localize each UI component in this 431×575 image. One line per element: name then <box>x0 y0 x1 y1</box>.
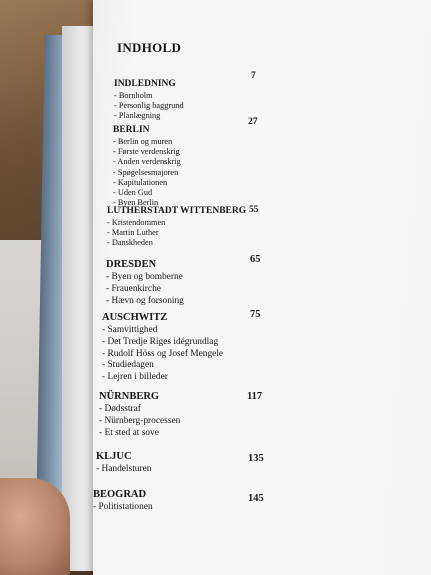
list-item: - Et sted at sove <box>99 428 399 440</box>
toc-section-kljuc <box>96 450 396 476</box>
toc-section-indledning <box>114 71 414 122</box>
list-item: - Studiedagen <box>102 360 402 372</box>
list-item: - Danskheden <box>107 238 407 248</box>
list-item: - Bornholm <box>114 91 414 101</box>
section-page-number: 145 <box>248 493 264 504</box>
section-title: BEOGRAD <box>93 489 147 500</box>
list-item: - Berlin og muren <box>113 137 413 147</box>
list-item: - Planlægning <box>114 111 414 121</box>
list-item: - Handelsturen <box>96 464 396 476</box>
list-item: - Frauenkirche <box>106 284 406 296</box>
list-item: - Personlig baggrund <box>114 101 414 111</box>
list-item: - Første verdenskrig <box>113 147 413 157</box>
section-page-number: 135 <box>248 453 264 464</box>
list-item: - Samvittighed <box>102 325 402 337</box>
toc-section-lutherstadt-wittenberg <box>107 205 407 249</box>
section-page-number: 117 <box>247 391 263 402</box>
section-page-number: 7 <box>251 71 256 81</box>
list-item: - Rudolf Höss og Josef Mengele <box>102 349 402 361</box>
subsection-list <box>102 325 402 384</box>
section-page-number: 75 <box>250 309 261 320</box>
subsection-list <box>113 137 413 208</box>
section-title: NÜRNBERG <box>99 391 160 402</box>
list-item: - Byen og bomberne <box>106 272 406 284</box>
section-title: KLJUC <box>96 451 132 462</box>
list-item: - Nürnberg-processen <box>99 416 399 428</box>
subsection-list <box>107 218 407 249</box>
section-title: DRESDEN <box>106 259 157 270</box>
list-item: - Hævn og forsoning <box>106 296 406 308</box>
section-page-number: 27 <box>248 117 258 127</box>
list-item: - Spøgelsesmajoren <box>113 168 413 178</box>
toc-section-auschwitz <box>102 311 402 384</box>
subsection-list <box>114 91 414 122</box>
toc-section-nurnberg <box>99 390 399 439</box>
page-title: INDHOLD <box>117 40 182 55</box>
list-item: - Byen Berlin <box>113 198 413 208</box>
section-title: BERLIN <box>113 125 150 135</box>
section-page-number: 65 <box>250 254 261 265</box>
subsection-list <box>96 464 396 476</box>
list-item: - Uden Gud <box>113 188 413 198</box>
subsection-list <box>106 272 406 307</box>
list-item: - Dødsstraf <box>99 404 399 416</box>
list-item: - Politistationen <box>93 502 393 514</box>
toc-section-berlin <box>113 117 413 208</box>
list-item: - Kristendommen <box>107 218 407 228</box>
section-title: LUTHERSTADT WITTENBERG <box>107 206 247 216</box>
toc-section-dresden <box>106 254 406 307</box>
section-title: AUSCHWITZ <box>102 312 168 323</box>
list-item: - Det Tredje Riges idégrundlag <box>102 337 402 349</box>
list-item: - Kapitulationen <box>113 178 413 188</box>
list-item: - Anden verdenskrig <box>113 157 413 167</box>
subsection-list <box>93 502 393 514</box>
subsection-list <box>99 404 399 439</box>
section-page-number: 55 <box>249 205 259 215</box>
section-title: INDLEDNING <box>114 79 176 89</box>
list-item: - Lejren i billeder <box>102 372 402 384</box>
list-item: - Martin Luther <box>107 228 407 238</box>
toc-section-beograd <box>93 488 393 514</box>
